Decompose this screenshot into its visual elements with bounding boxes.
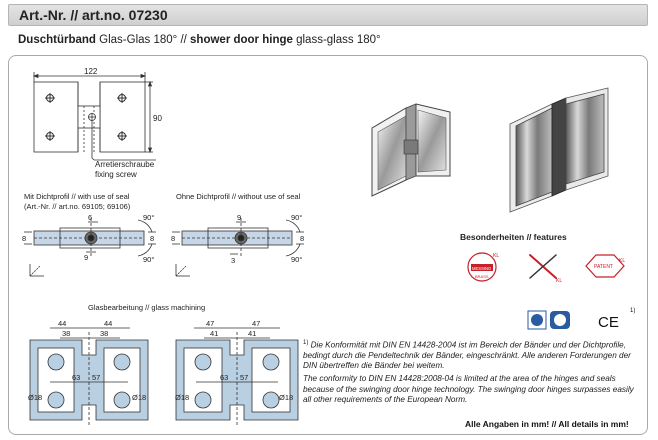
- with-dim-bottom: 9: [84, 253, 89, 262]
- right-dim-41b: 41: [248, 329, 257, 338]
- without-seal-section: [172, 218, 304, 276]
- left-hole-left: Ø18: [28, 393, 43, 402]
- right-hole-right: Ø18: [279, 393, 294, 402]
- without-angle-bottom: 90°: [291, 255, 303, 264]
- width-dimension: 122: [84, 67, 98, 76]
- note-en: The conformity to DIN EN 14428:2008-04 is limited at the area of the hinges and seals because of the swinging door hinge technology. The swinging door hinges surpasses easily all other requirements of the European Norm.: [303, 374, 634, 404]
- with-seal-articles: (Art.-Nr. // art.no. 69105; 69106): [24, 202, 131, 211]
- screwdriver-badge-kl: KL: [556, 278, 563, 284]
- subtitle-en: glass-glass 180°: [292, 34, 381, 46]
- with-seal-title: Mit Dichtprofil // with use of seal: [24, 192, 130, 201]
- conformity-note: [303, 338, 643, 408]
- ce-footnote: 1): [630, 308, 636, 314]
- glass-machining-left: [30, 328, 148, 425]
- without-dim-right: 8: [300, 234, 305, 243]
- screwdriver-badge: [530, 255, 556, 278]
- without-seal-title: Ohne Dichtprofil // without use of seal: [176, 192, 301, 201]
- note-marker: 1): [303, 340, 309, 346]
- right-dim-47b: 47: [252, 319, 261, 328]
- features-title: Besonderheiten // features: [460, 232, 567, 242]
- left-dim-63: 63: [72, 373, 81, 382]
- with-angle-top: 90°: [143, 213, 155, 222]
- right-dim-63: 63: [220, 373, 229, 382]
- left-dim-57: 57: [92, 373, 101, 382]
- without-dim-left: 8: [171, 234, 176, 243]
- right-dim-41a: 41: [210, 329, 219, 338]
- height-dimension: 90: [153, 114, 162, 123]
- note-de: Die Konformität mit DIN EN 14428-2004 ist im Bereich der Bänder und der Dichtprofile, bedingt durch die Pendeltechnik der Bänder, eingeschränkt. Alle anderen Forderungen der DIN übertreffen die Bänder bei weitem.: [303, 340, 631, 371]
- brass-badge-text: MESSING: [472, 266, 492, 271]
- without-angle-top: 90°: [291, 213, 303, 222]
- hinge-front-view: [34, 72, 156, 160]
- certification-logos: [528, 311, 570, 329]
- with-angle-bottom: 90°: [143, 255, 155, 264]
- with-seal-section: [24, 218, 156, 276]
- left-dim-38b: 38: [100, 329, 109, 338]
- hinge-render-closed: [510, 88, 608, 212]
- without-dim-top: 9: [237, 213, 242, 222]
- all-details-mm: Alle Angaben in mm! // All details in mm!: [465, 419, 629, 429]
- screw-label-en: fixing screw: [95, 170, 137, 179]
- subtitle-de-bold: Duschtürband: [18, 34, 96, 46]
- left-dim-44a: 44: [58, 319, 67, 328]
- subtitle-de: Glas-Glas 180° //: [95, 34, 191, 46]
- brass-badge-kl: KL: [493, 253, 500, 259]
- glass-machining-right: [176, 328, 298, 425]
- right-dim-47a: 47: [206, 319, 215, 328]
- right-dim-57: 57: [240, 373, 249, 382]
- glass-machining-title: Glasbearbeitung // glass machining: [88, 303, 206, 312]
- brass-badge-sub: BRASS: [475, 274, 489, 279]
- with-dim-left: 8: [22, 234, 27, 243]
- without-dim-bottom: 3: [231, 256, 236, 265]
- article-number: Art.-Nr. // art.no. 07230: [19, 7, 168, 23]
- right-hole-left: Ø18: [175, 393, 190, 402]
- with-dim-right: 8: [150, 234, 155, 243]
- screw-label-de: Arretierschraube: [95, 160, 155, 169]
- with-dim-top: 6: [88, 213, 93, 222]
- left-hole-right: Ø18: [132, 393, 147, 402]
- patent-badge-kl: KL: [619, 258, 626, 264]
- left-dim-38a: 38: [62, 329, 71, 338]
- ce-mark: CE: [598, 314, 619, 331]
- patent-badge-text: PATENT: [594, 264, 613, 270]
- subtitle-en-bold: shower door hinge: [190, 34, 293, 46]
- left-dim-44b: 44: [104, 319, 113, 328]
- hinge-render-open: [372, 104, 450, 196]
